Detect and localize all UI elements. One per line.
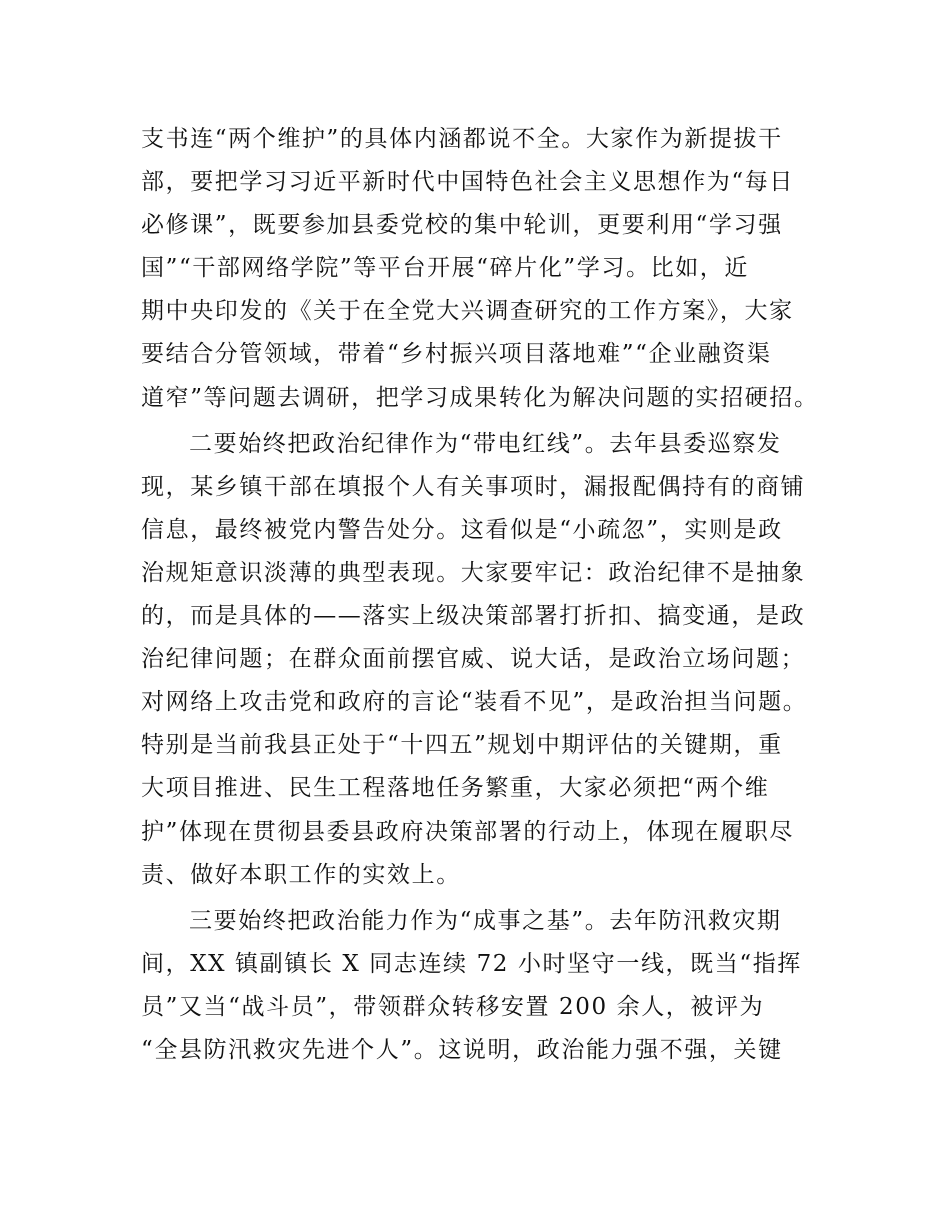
text-line: 现，某乡镇干部在填报个人有关事项时，漏报配偶持有的商铺 [141,473,806,500]
text-line: “全县防汛救灾先进个人”。这说明，政治能力强不强，关键 [141,1036,783,1063]
text-line: 支书连“两个维护”的具体内涵都说不全。大家作为新提拔干 [141,126,783,152]
text-line: 期中央印发的《关于在全党大兴调查研究的工作方案》，大家 [141,298,794,325]
text-line: 对网络上攻击党和政府的言论“装看不见”，是政治担当问题。 [141,689,808,716]
text-line: 道窄”等问题去调研，把学习成果转化为解决问题的实招硬招。 [141,384,819,411]
text-line: 要结合分管领域，带着“乡村振兴项目落地难”“企业融资渠 [141,341,772,368]
text-line: 治规矩意识淡薄的典型表现。大家要牢记：政治纪律不是抽象 [141,559,806,586]
text-line: 责、做好本职工作的实效上。 [141,861,461,888]
text-line: 特别是当前我县正处于“十四五”规划中期评估的关键期，重 [141,732,783,759]
text-line: 国”“干部网络学院”等平台开展“碎片化”学习。比如，近 [141,255,749,282]
paragraph-1 [141,118,831,420]
text-line: 的，而是具体的——落实上级决策部署打折扣、搞变通，是政 [141,603,806,630]
paragraph-2 [141,423,831,897]
text-line: 三要始终把政治能力作为“成事之基”。去年防汛救灾期 [189,907,782,934]
text-line: 二要始终把政治纪律作为“带电红线”。去年县委巡察发 [189,430,782,457]
document-body [141,118,831,1072]
text-line: 间，XX 镇副镇长 X 同志连续 72 小时坚守一线，既当“指挥 [141,950,802,977]
paragraph-3 [141,900,831,1072]
text-line: 必修课”，既要参加县委党校的集中轮训，更要利用“学习强 [141,212,783,239]
text-line: 治纪律问题；在群众面前摆官威、说大话，是政治立场问题； [141,646,806,673]
text-line: 大项目推进、民生工程落地任务繁重，大家必须把“两个维 [141,775,770,802]
text-line: 信息，最终被党内警告处分。这看似是“小疏忽”，实则是政 [141,516,783,543]
text-line: 员”又当“战斗员”，带领群众转移安置 200 余人，被评为 [141,993,765,1020]
text-line: 护”体现在贯彻县委县政府决策部署的行动上，体现在履职尽 [141,818,794,845]
text-line: 部，要把学习习近平新时代中国特色社会主义思想作为“每日 [141,169,794,196]
